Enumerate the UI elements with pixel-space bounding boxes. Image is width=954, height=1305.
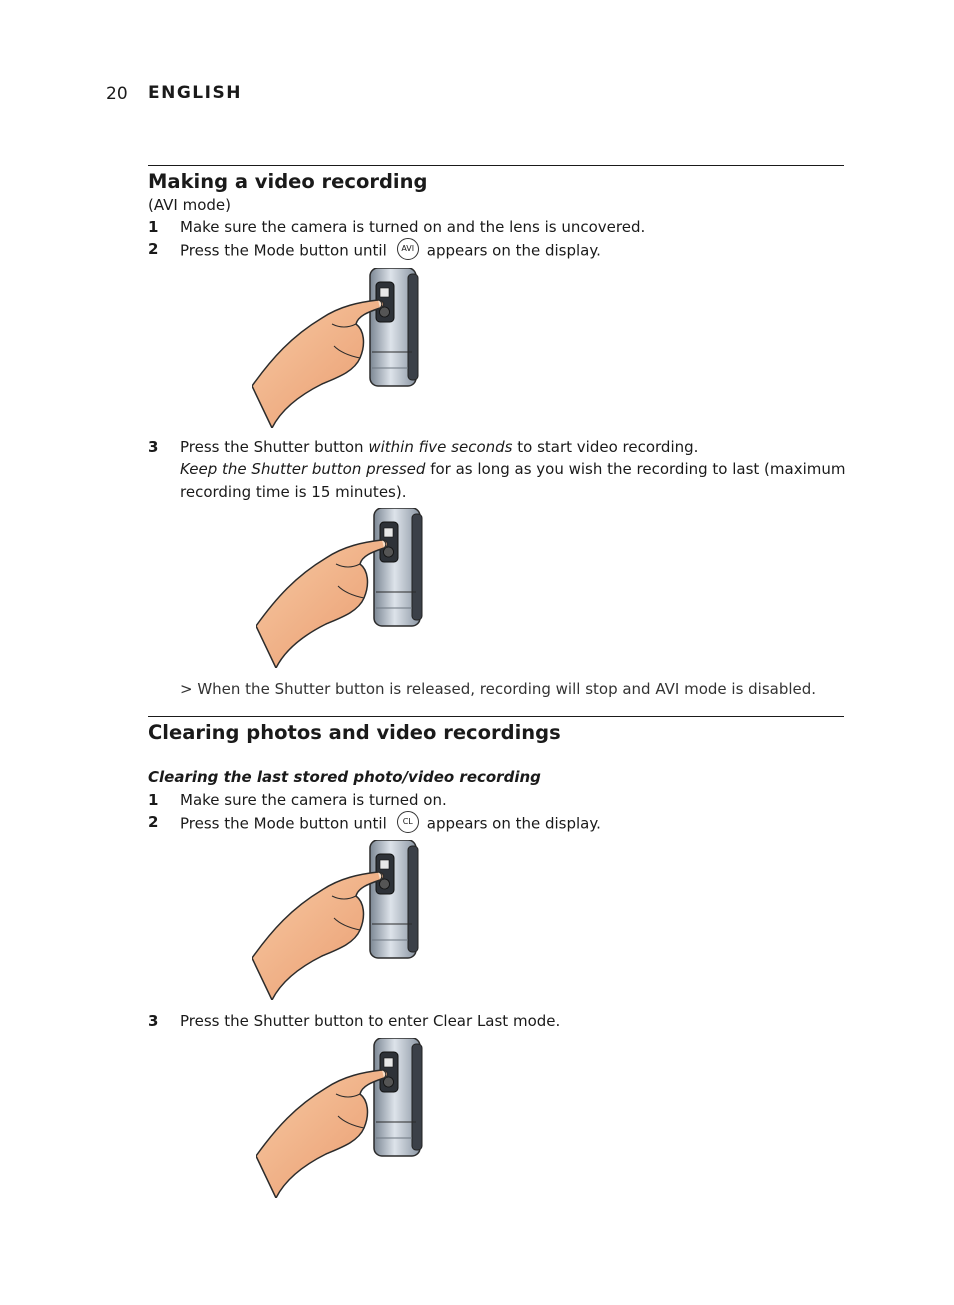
avi-mode-icon: AVI <box>397 238 419 260</box>
step-text-italic: within five seconds <box>368 438 513 456</box>
step-text-line2 <box>180 460 846 478</box>
step-number: 1 <box>148 791 159 809</box>
hand-pressing-shutter-button-illustration <box>256 1038 426 1198</box>
step-number: 1 <box>148 218 159 236</box>
section-divider <box>148 716 844 717</box>
step-text: Make sure the camera is turned on and the lens is uncovered. <box>180 218 646 236</box>
step-text-pre: Press the Shutter button <box>180 438 369 456</box>
section-title-clearing: Clearing photos and video recordings <box>148 721 561 744</box>
step-text-line3: recording time is 15 minutes). <box>180 483 407 501</box>
step-text-after: appears on the display. <box>426 814 601 833</box>
step-text-italic: Keep the Shutter button pressed <box>180 460 426 478</box>
step-text <box>180 438 698 456</box>
step-text-after: appears on the display. <box>426 241 601 260</box>
language-header: ENGLISH <box>148 83 242 103</box>
hand-pressing-shutter-button-illustration <box>256 508 426 668</box>
step-number: 3 <box>148 438 159 456</box>
result-note: > When the Shutter button is released, recording will stop and AVI mode is disabled. <box>180 680 817 698</box>
step-text-rest: for as long as you wish the recording to last (maximum <box>425 460 846 478</box>
hand-pressing-mode-button-illustration <box>252 268 422 428</box>
section-title-video-recording: Making a video recording <box>148 170 428 193</box>
step-number: 3 <box>148 1012 159 1030</box>
subheading-clear-last: Clearing the last stored photo/video recording <box>148 768 541 786</box>
step-text <box>180 240 601 262</box>
step-text: Press the Shutter button to enter Clear Last mode. <box>180 1012 561 1030</box>
mode-subtitle: (AVI mode) <box>148 196 231 214</box>
hand-pressing-mode-button-illustration <box>252 840 422 1000</box>
step-number: 2 <box>148 240 159 258</box>
page-number: 20 <box>106 84 128 104</box>
step-number: 2 <box>148 813 159 831</box>
step-text <box>180 813 601 835</box>
step-text-before: Press the Mode button until <box>180 814 387 833</box>
step-text-post: to start video recording. <box>512 438 699 456</box>
step-text-before: Press the Mode button until <box>180 241 387 260</box>
step-text: Make sure the camera is turned on. <box>180 791 447 809</box>
section-divider <box>148 165 844 166</box>
clear-mode-icon: CL <box>397 811 419 833</box>
